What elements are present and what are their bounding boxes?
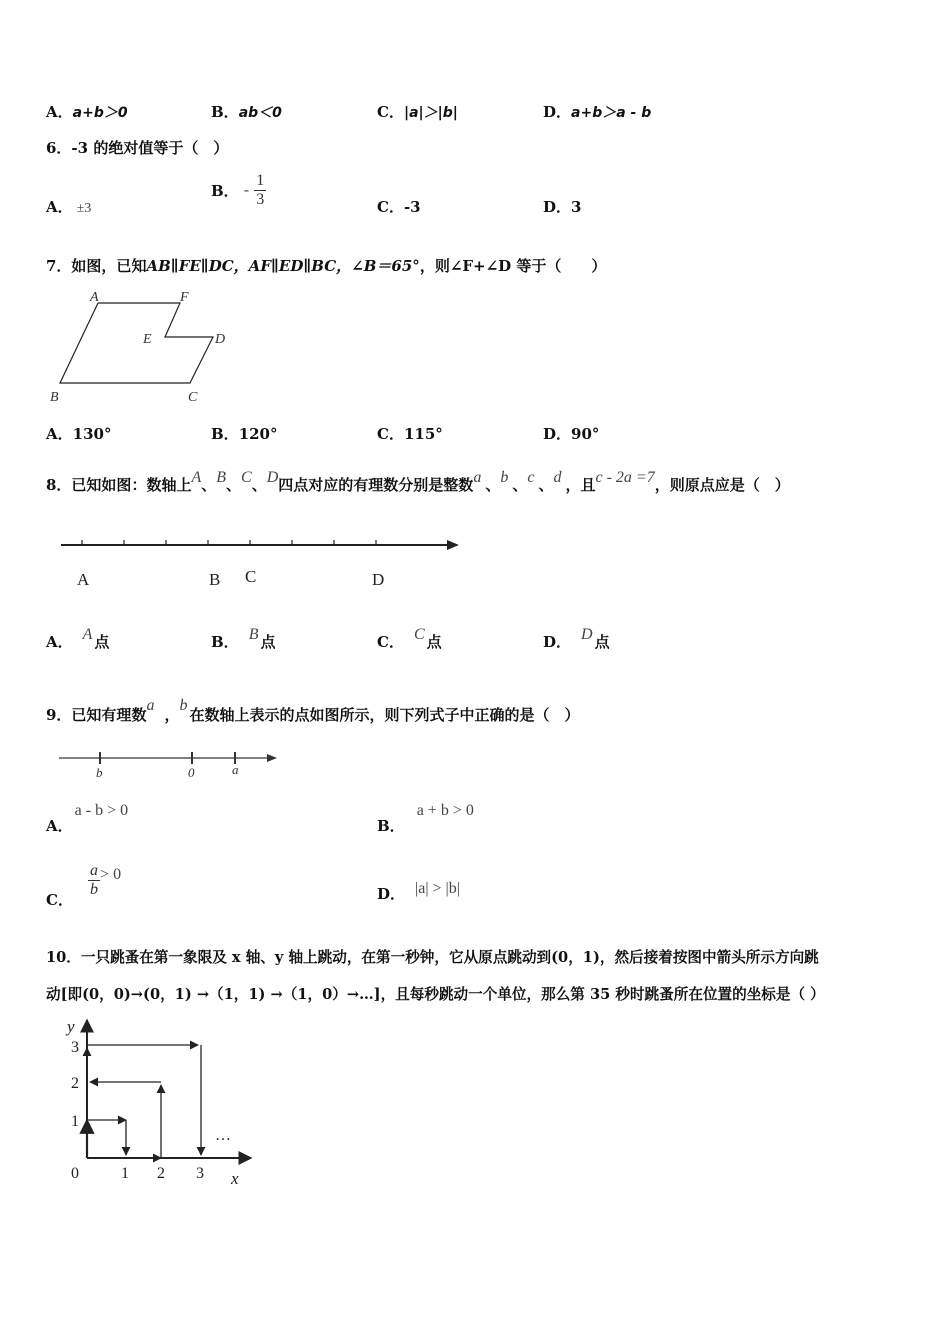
q8-var-c: c xyxy=(527,469,535,486)
separator: 、 xyxy=(201,476,217,494)
q7-figure xyxy=(40,285,240,410)
fraction-denominator: 3 xyxy=(256,191,265,208)
option-suffix: 点 xyxy=(94,633,110,651)
q8-point-c: C xyxy=(241,469,252,486)
option-letter: A． xyxy=(46,198,73,216)
separator: 、 xyxy=(251,476,267,494)
option-text: 120° xyxy=(238,425,278,443)
axis-label-zero: 0 xyxy=(188,765,195,780)
fraction xyxy=(88,862,100,899)
option-letter: A． xyxy=(46,817,73,835)
q8-stem-4: ，则原点应是（ ） xyxy=(654,476,790,494)
option-suffix: 点 xyxy=(594,633,610,651)
option-letter: B． xyxy=(211,633,239,651)
q9-stem xyxy=(46,686,579,735)
option-letter: C． xyxy=(377,425,404,443)
axis-label-b: b xyxy=(96,765,103,780)
separator: 、 xyxy=(485,476,501,494)
fraction-denominator: b xyxy=(90,881,99,898)
option-letter: C． xyxy=(46,891,73,909)
q8-option-a xyxy=(46,626,109,652)
option-text: ab＜0 xyxy=(238,105,282,121)
q6-option-b xyxy=(211,172,266,209)
fraction-sign: - xyxy=(243,181,250,199)
option-point: B xyxy=(248,626,259,643)
option-letter: A． xyxy=(46,425,73,443)
axis-label-b: B xyxy=(209,570,221,589)
axis-label-a: A xyxy=(77,570,90,589)
q9-option-b xyxy=(377,800,474,836)
ellipsis: … xyxy=(215,1127,231,1144)
figure-label-b: B xyxy=(50,390,59,405)
q8-condition: c - 2a =7 xyxy=(595,469,655,486)
q8-point-a: A xyxy=(191,469,202,486)
axis-y-label: y xyxy=(67,1017,75,1036)
q7-option-c xyxy=(377,423,443,444)
q8-option-c xyxy=(377,626,442,652)
q8-number-line xyxy=(55,530,465,595)
q8-point-d: D xyxy=(266,469,279,486)
option-text: -3 xyxy=(403,198,421,216)
option-letter: D． xyxy=(543,425,572,443)
q5-option-a xyxy=(46,101,128,122)
y-tick-2: 2 xyxy=(71,1075,79,1092)
q9-stem-1: 9．已知有理数 xyxy=(46,706,147,724)
q10-figure xyxy=(55,1012,265,1190)
q8-option-b xyxy=(211,626,275,652)
q7-stem-math: AB∥FE∥DC，AF∥ED∥BC，∠B＝65° xyxy=(146,257,420,275)
option-letter: B． xyxy=(377,817,405,835)
q6-option-d xyxy=(543,196,581,217)
q9-option-c xyxy=(46,862,121,910)
q7-stem xyxy=(46,255,606,276)
q9-stem-2: 在数轴上表示的点如图所示，则下列式子中正确的是（ ） xyxy=(189,706,580,724)
fraction xyxy=(254,172,266,209)
option-letter: B． xyxy=(211,425,239,443)
option-letter: A． xyxy=(46,103,73,121)
option-suffix: 点 xyxy=(260,633,276,651)
q8-var-d: d xyxy=(553,469,562,486)
q5-option-b xyxy=(211,101,282,122)
figure-label-c: C xyxy=(188,390,198,405)
option-text: 90° xyxy=(571,425,600,443)
q8-stem xyxy=(46,458,790,505)
axis-origin-label: 0 xyxy=(71,1165,79,1182)
option-text: 3 xyxy=(571,198,582,216)
q10-stem-line1: 10．一只跳蚤在第一象限及 x 轴、y 轴上跳动，在第一秒钟，它从原点跳动到(0，1)，然后接着按图中箭头所示方向跳 xyxy=(46,949,819,966)
figure-label-e: E xyxy=(143,332,152,347)
q6-stem: 6．-3 的绝对值等于（ ） xyxy=(46,139,229,157)
option-text: a + b > 0 xyxy=(416,802,474,819)
option-text: a+b＞0 xyxy=(72,105,128,121)
figure-label-f: F xyxy=(180,290,189,305)
separator: 、 xyxy=(512,476,528,494)
separator: 、 xyxy=(226,476,242,494)
option-text: |a|＞|b| xyxy=(403,105,458,121)
option-letter: D． xyxy=(377,885,406,903)
option-text: > 0 xyxy=(100,866,122,883)
q8-option-d xyxy=(543,626,610,652)
y-tick-3: 3 xyxy=(71,1039,79,1056)
option-letter: B． xyxy=(211,182,239,200)
x-tick-1: 1 xyxy=(121,1165,129,1182)
q8-stem-3: ，且 xyxy=(565,476,596,494)
option-point: D xyxy=(581,626,593,643)
q9-comma: ， xyxy=(164,706,180,724)
q6-option-c xyxy=(377,196,421,217)
x-tick-2: 2 xyxy=(157,1165,165,1182)
fraction-numerator: 1 xyxy=(256,172,265,189)
option-letter: D． xyxy=(543,633,572,651)
option-text: a+b＞a - b xyxy=(571,105,652,121)
axis-label-a: a xyxy=(232,762,239,777)
option-letter: D． xyxy=(543,103,572,121)
axis-x-label: x xyxy=(231,1169,239,1188)
option-text: 115° xyxy=(403,425,443,443)
option-letter: C． xyxy=(377,633,404,651)
y-tick-1: 1 xyxy=(71,1113,79,1130)
q9-var-a: a xyxy=(146,697,155,714)
q9-option-a xyxy=(46,800,128,836)
q7-option-b xyxy=(211,423,278,444)
option-suffix: 点 xyxy=(426,633,442,651)
option-letter: D． xyxy=(543,198,572,216)
q9-option-d xyxy=(377,878,460,904)
option-letter: B． xyxy=(211,103,239,121)
option-text: |a| > |b| xyxy=(415,880,460,897)
figure-label-d: D xyxy=(215,332,226,347)
option-text: 130° xyxy=(72,425,112,443)
q7-option-d xyxy=(543,423,599,444)
option-text: ±3 xyxy=(76,201,92,216)
q9-number-line xyxy=(55,746,285,786)
option-text: a - b > 0 xyxy=(74,802,129,819)
q7-stem-post: ，则∠F+∠D 等于（ ） xyxy=(419,257,607,275)
q8-var-a: a xyxy=(473,469,482,486)
figure-label-a: A xyxy=(90,290,99,305)
q7-stem-pre: 7．如图，已知 xyxy=(46,257,147,275)
option-point: C xyxy=(413,626,425,643)
x-tick-3: 3 xyxy=(196,1165,204,1182)
fraction-numerator: a xyxy=(90,862,99,879)
axis-label-d: D xyxy=(372,570,385,589)
q8-point-b: B xyxy=(216,469,227,486)
separator: 、 xyxy=(538,476,554,494)
option-letter: C． xyxy=(377,103,404,121)
q8-stem-1: 8．已知如图：数轴上 xyxy=(46,476,192,494)
q6-option-a xyxy=(46,196,91,217)
option-letter: C． xyxy=(377,198,404,216)
q9-var-b: b xyxy=(179,697,188,714)
q10-stem-line2: 动[即(0，0)→(0，1) →（1，1) →（1，0）→…]，且每秒跳动一个单位，那么第 35 秒时跳蚤所在位置的坐标是（ ） xyxy=(46,986,825,1003)
q7-option-a xyxy=(46,423,111,444)
q5-option-c xyxy=(377,101,458,122)
option-point: A xyxy=(82,626,93,643)
q5-option-d xyxy=(543,101,651,122)
axis-label-c: C xyxy=(245,567,257,586)
q8-var-b: b xyxy=(500,469,509,486)
option-letter: A． xyxy=(46,633,73,651)
q8-stem-2: 四点对应的有理数分别是整数 xyxy=(278,476,474,494)
